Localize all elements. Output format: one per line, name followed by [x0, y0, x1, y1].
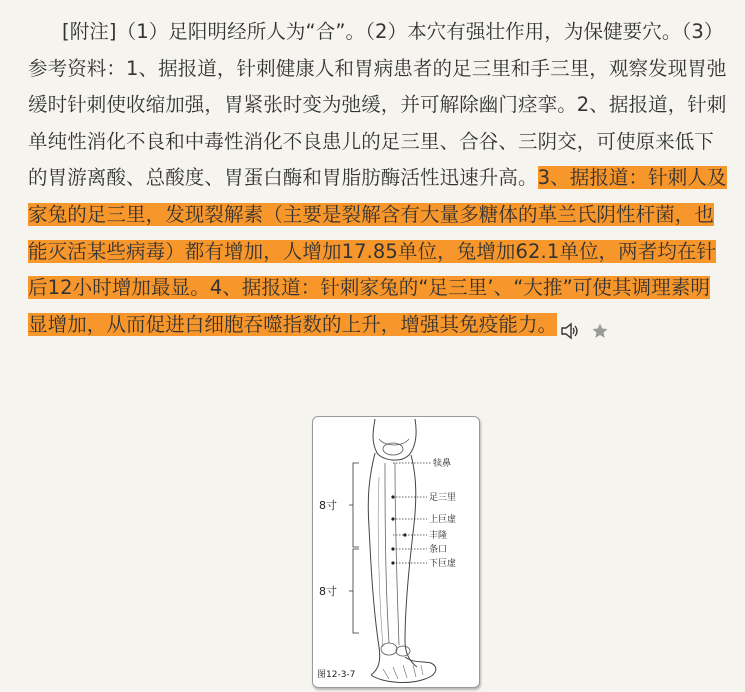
- figure-caption: 图12-3-7: [317, 670, 356, 680]
- label-shangjuxu: 上巨虚: [429, 515, 457, 525]
- label-dubi: 犊鼻: [433, 459, 452, 469]
- speaker-icon[interactable]: [559, 316, 579, 334]
- leg-acupoint-figure: [312, 416, 480, 688]
- star-icon[interactable]: [591, 316, 609, 334]
- label-fenglong: 丰隆: [429, 531, 448, 541]
- highlighted-text: 3、据报道：针刺人及家兔的足三里，发现裂解素（主要是裂解含有大量多糖体的革兰氏阴性杆菌，也能灭活某些病毒）都有增加，人增加17.85单位，兔增加62.1单位，两者均在针后12小时增加最显。4、据报道：针刺家兔的“足三里’、“大推”可使其调理素明显增加，从而促进白细胞吞噬指数的上升，增强其免疫能力。: [28, 166, 727, 336]
- article-paragraph: [附注]（1）足阳明经所人为“合”。（2）本穴有强壮作用，为保健要穴。（3）参考资料：1、据报道，针刺健康人和胃病患者的足三里和手三里，观察发现胃弛缓时针刺使收缩加强，胃紧张时变为弛缓，并可解除幽门痉挛。2、据报道，针刺单纯性消化不良和中毒性消化不良患儿的足三里、合谷、三阴交，可使原来低下的胃游离酸、总酸度、胃蛋白酶和胃脂肪酶活性迅速升高。: [28, 20, 727, 190]
- article-text: [28, 14, 728, 344]
- dimension-upper: 8寸: [319, 499, 337, 512]
- label-tiaokou: 条口: [429, 545, 448, 555]
- label-zusanli: 足三里: [429, 493, 457, 503]
- action-icons: [559, 307, 609, 344]
- leg-illustration: [313, 417, 479, 687]
- label-xiajuxu: 下巨虚: [429, 559, 457, 569]
- dimension-lower: 8寸: [319, 585, 337, 598]
